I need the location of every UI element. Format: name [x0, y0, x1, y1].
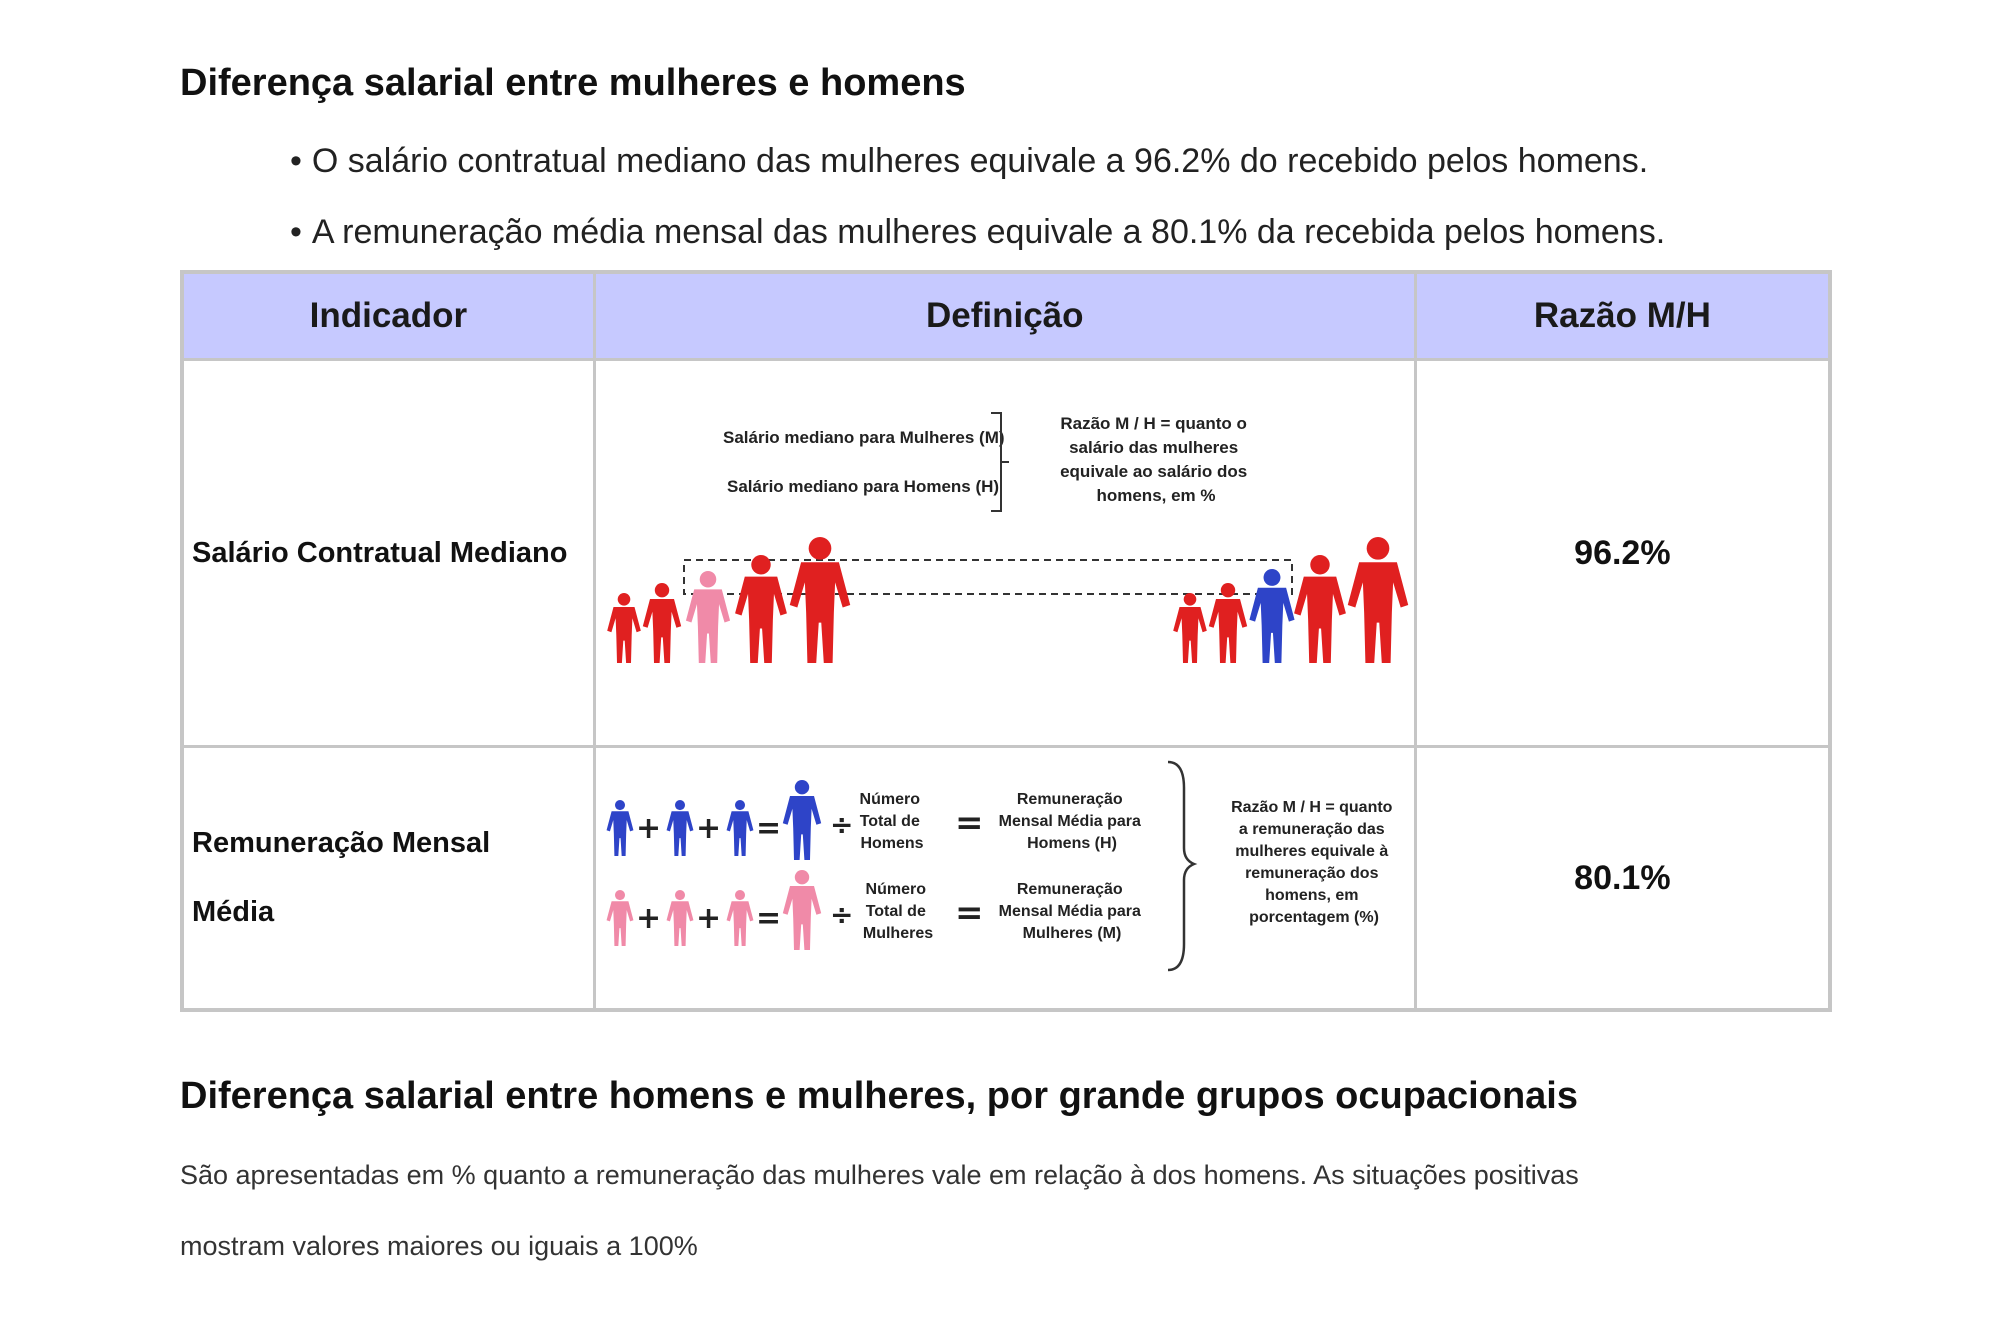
- brace-icon: [1168, 762, 1194, 970]
- person-icon: [606, 800, 633, 856]
- person-icon: [1173, 593, 1207, 663]
- divide-icon: ÷: [829, 898, 854, 931]
- header-indicador: Indicador: [182, 272, 594, 360]
- person-icon: [783, 780, 821, 860]
- person-icon: [726, 800, 753, 856]
- indicators-table: [180, 270, 1832, 1012]
- person-icon: [1249, 569, 1294, 663]
- median-salary-diagram: [596, 361, 1414, 745]
- equals-icon: =: [755, 811, 781, 846]
- ratio-value: 96.2%: [1415, 360, 1830, 747]
- paragraph-line-1: São apresentadas em % quanto a remuneração das mulheres vale em relação à dos homens. As situações positivas: [180, 1160, 1579, 1190]
- men-total-label: Número Total de Homens: [859, 791, 924, 852]
- men-result-label: Remuneração Mensal Média para Homens (H): [998, 791, 1141, 852]
- table-row: [182, 360, 1830, 747]
- person-icon: [726, 890, 753, 946]
- bullet-text-2: A remuneração média mensal das mulheres equivale a 80.1% da recebida pelos homens.: [311, 213, 1666, 251]
- table-row: [182, 747, 1830, 1011]
- person-icon: [643, 583, 681, 663]
- definition-diagram-median: [594, 360, 1415, 747]
- indicator-name-line1: Remuneração Mensal: [192, 827, 491, 859]
- person-icon: [666, 890, 693, 946]
- person-icon: [735, 555, 787, 663]
- plus-icon: +: [635, 901, 661, 936]
- equals-icon: =: [954, 803, 984, 843]
- divide-icon: ÷: [829, 808, 854, 841]
- equals-icon: =: [755, 901, 781, 936]
- person-icon: [606, 890, 633, 946]
- person-icon: [1348, 537, 1408, 663]
- plus-icon: +: [695, 901, 721, 936]
- people-equation-figures: [606, 780, 821, 950]
- average-note: Razão M / H = quanto a remuneração das mulheres equivale à remuneração dos homens, em porcentagem (%): [1230, 799, 1393, 926]
- definition-diagram-average: [594, 747, 1415, 1011]
- women-result-label: Remuneração Mensal Média para Mulheres (M): [998, 881, 1141, 942]
- indicator-name: [182, 747, 594, 1011]
- header-definicao: Definição: [594, 272, 1415, 360]
- person-icon: [666, 800, 693, 856]
- header-razao: Razão M/H: [1415, 272, 1830, 360]
- person-icon: [686, 571, 730, 663]
- bullet-dot: •: [290, 142, 302, 180]
- person-icon: [607, 593, 641, 663]
- person-icon: [783, 870, 821, 950]
- person-icon: [1294, 555, 1346, 663]
- bullet-1: [290, 142, 1648, 181]
- bullet-dot: •: [290, 213, 302, 251]
- label-men-median: Salário mediano para Homens (H): [726, 477, 999, 496]
- table-header-row: [182, 272, 1830, 360]
- plus-icon: +: [695, 811, 721, 846]
- average-pay-diagram: [596, 748, 1414, 1008]
- bullet-text-1: O salário contratual mediano das mulheres equivale a 96.2% do recebido pelos homens.: [311, 142, 1649, 180]
- bullet-2: [290, 213, 1665, 252]
- plus-icon: +: [635, 811, 661, 846]
- person-icon: [790, 537, 850, 663]
- label-women-median: Salário mediano para Mulheres (M): [722, 428, 1005, 447]
- indicator-name-line2: Média: [192, 896, 275, 928]
- paragraph-line-2: mostram valores maiores ou iguais a 100%: [180, 1231, 698, 1261]
- person-icon: [1209, 583, 1247, 663]
- equals-icon: =: [954, 893, 984, 933]
- people-figures-group: [607, 537, 1408, 663]
- ratio-value: 80.1%: [1415, 747, 1830, 1011]
- women-total-label: Número Total de Mulheres: [862, 881, 933, 942]
- median-note: Razão M / H = quanto o salário das mulheres equivale ao salário dos homens, em %: [1059, 414, 1247, 505]
- section-title-2: Diferença salarial entre homens e mulheres, por grande grupos ocupacionais: [180, 1075, 1578, 1117]
- section-title-1: Diferença salarial entre mulheres e homens: [180, 62, 966, 104]
- indicator-name: Salário Contratual Mediano: [182, 360, 594, 747]
